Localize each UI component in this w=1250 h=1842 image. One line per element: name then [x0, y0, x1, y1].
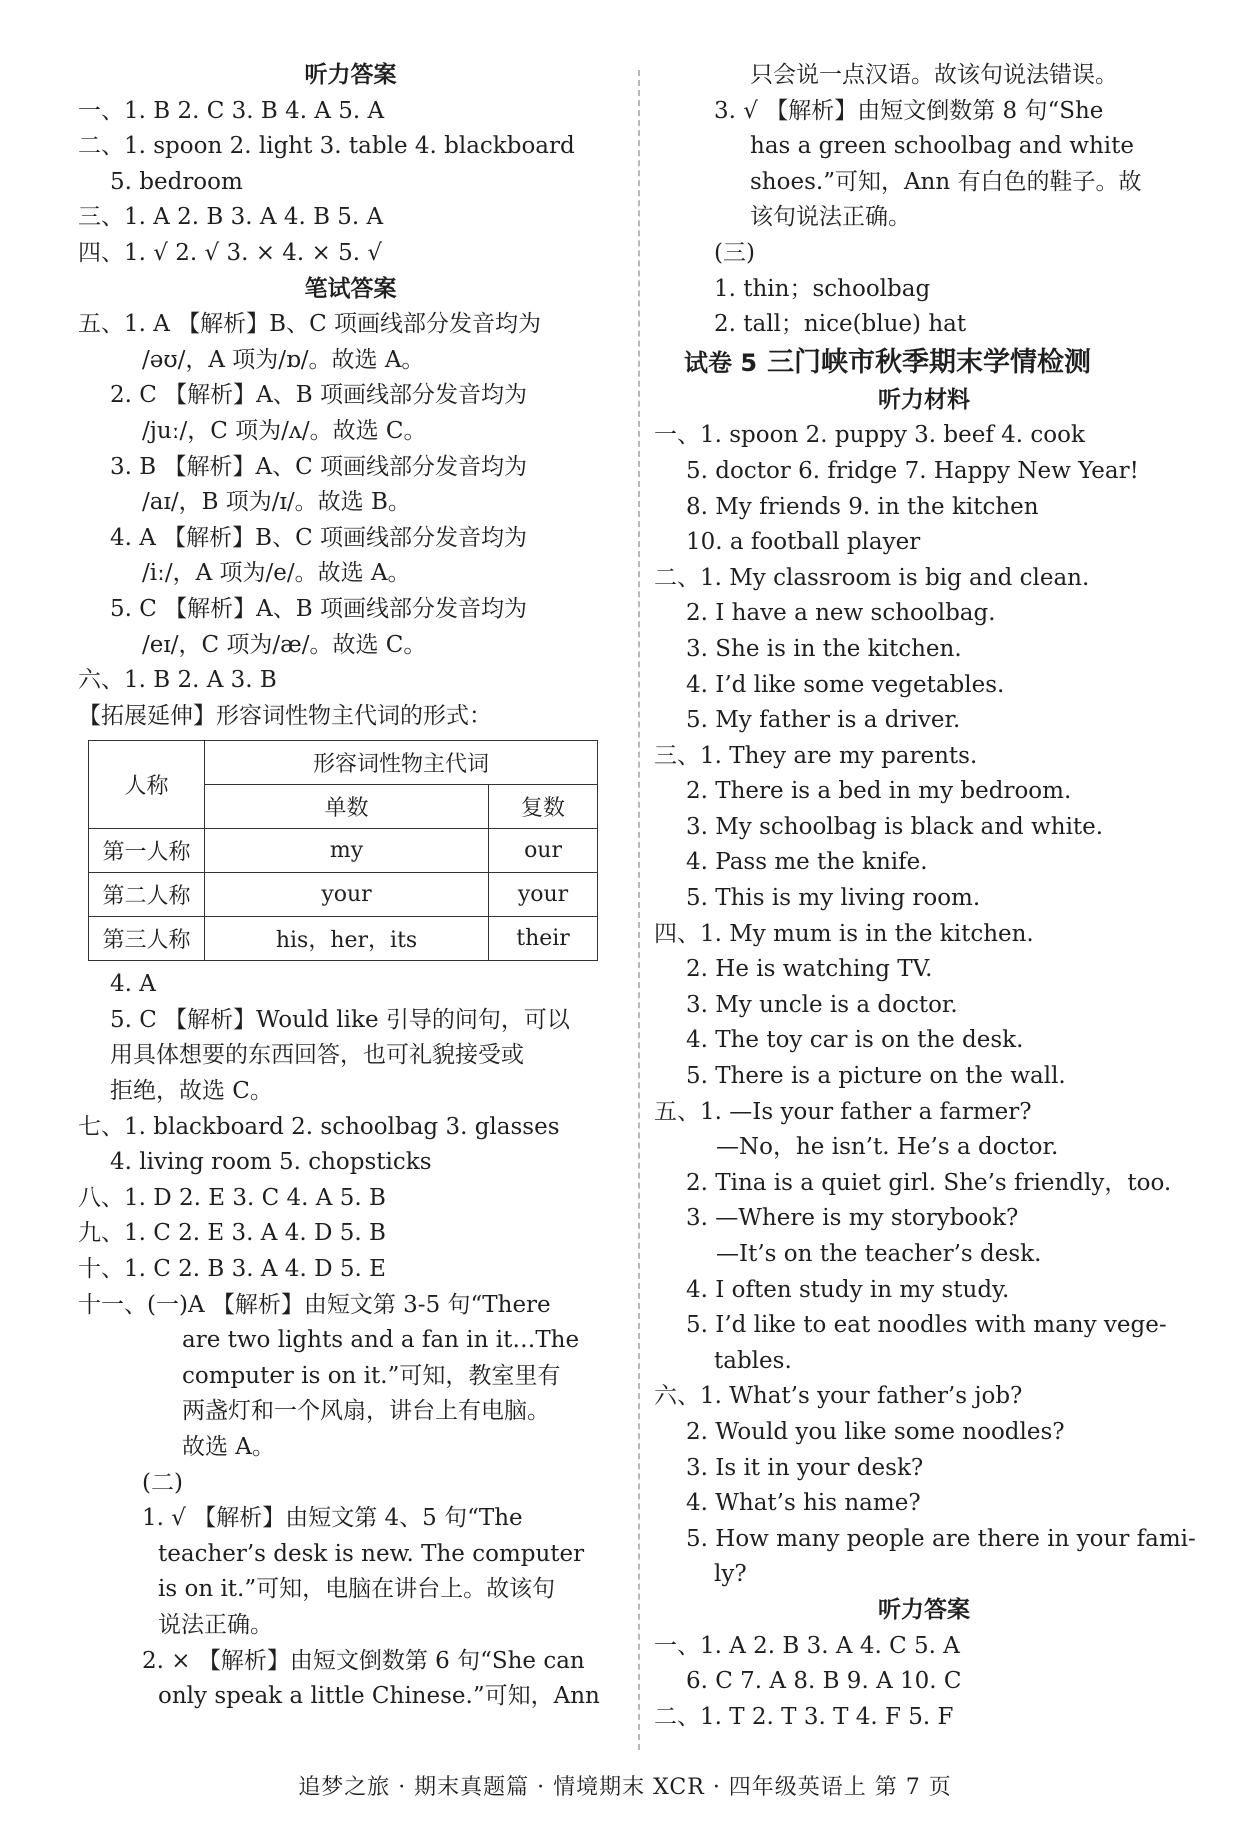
answer-line: 八、1. D 2. E 3. C 4. A 5. B	[78, 1184, 386, 1211]
answer-line: 二、1. My classroom is big and clean.	[654, 564, 1090, 591]
answer-line: 四、1. √ 2. √ 3. × 4. × 5. √	[78, 239, 383, 266]
answer-line: 2. Would you like some noodles?	[686, 1418, 1065, 1445]
table-cell: 第二人称	[89, 873, 205, 917]
answer-line: computer is on it.”可知，教室里有	[182, 1362, 561, 1389]
answer-line: only speak a little Chinese.”可知，Ann	[158, 1683, 600, 1710]
answer-line: 五、1. —Is your father a farmer?	[654, 1098, 1032, 1125]
left-column	[78, 58, 623, 1715]
answer-line: 4. Pass me the knife.	[686, 849, 928, 876]
answer-line: 5. There is a picture on the wall.	[686, 1063, 1066, 1090]
answer-line: 5. I’d like to eat noodles with many vege-	[686, 1312, 1167, 1339]
answer-line: 二、1. spoon 2. light 3. table 4. blackboard	[78, 133, 575, 160]
answer-line: 三、1. They are my parents.	[654, 742, 978, 769]
answer-line: /iː/，A 项为/e/。故选 A。	[142, 560, 411, 587]
table-cell: his，her，its	[205, 917, 489, 961]
answer-line: 一、1. spoon 2. puppy 3. beef 4. cook	[654, 422, 1085, 449]
answer-line: 四、1. My mum is in the kitchen.	[654, 920, 1034, 947]
answer-line: are two lights and a fan in it…The	[182, 1327, 580, 1354]
table-header-person: 人称	[89, 741, 205, 829]
answer-line: 十一、(一)A 【解析】由短文第 3-5 句“There	[78, 1291, 551, 1318]
answer-line: 用具体想要的东西回答，也可礼貌接受或	[110, 1042, 524, 1069]
answer-line: 5. This is my living room.	[686, 885, 981, 912]
answer-line: 4. The toy car is on the desk.	[686, 1027, 1024, 1054]
answer-line: 3. She is in the kitchen.	[686, 635, 962, 662]
answer-line: 九、1. C 2. E 3. A 4. D 5. B	[78, 1220, 386, 1247]
right-column	[654, 58, 1194, 1735]
table-row	[89, 917, 598, 961]
answer-line: /juː/，C 项为/ʌ/。故选 C。	[142, 417, 427, 444]
answer-line: 一、1. A 2. B 3. A 4. C 5. A	[654, 1632, 960, 1659]
answer-line: 4. What’s his name?	[686, 1490, 921, 1517]
answer-line: 2. There is a bed in my bedroom.	[686, 778, 1072, 805]
answer-line: 三、1. A 2. B 3. A 4. B 5. A	[78, 204, 384, 231]
answer-line: 5. doctor 6. fridge 7. Happy New Year!	[686, 457, 1139, 484]
answer-line: 六、1. B 2. A 3. B	[78, 667, 277, 694]
answer-line: (三)	[714, 239, 755, 266]
answer-line: 2. tall；nice(blue) hat	[714, 311, 967, 338]
answer-line: teacher’s desk is new. The computer	[158, 1540, 585, 1567]
answer-line: 6. C 7. A 8. B 9. A 10. C	[686, 1668, 962, 1695]
exam-title-text: 三门峡市秋季期末学情检测	[767, 346, 1092, 378]
answer-line: 一、1. B 2. C 3. B 4. A 5. A	[78, 97, 385, 124]
answer-line: 3. Is it in your desk?	[686, 1454, 924, 1481]
section-heading: 听力材料	[878, 386, 970, 413]
answer-line: has a green schoolbag and white	[750, 133, 1135, 160]
answer-line: 4. living room 5. chopsticks	[110, 1149, 432, 1176]
answer-line: 两盏灯和一个风扇，讲台上有电脑。	[182, 1398, 550, 1425]
exam-tag: 试卷 5	[684, 348, 758, 377]
answer-line: is on it.”可知，电脑在讲台上。故该句	[158, 1576, 556, 1603]
answer-line: 故选 A。	[182, 1434, 275, 1460]
table-cell: their	[489, 917, 598, 961]
table-cell: 第三人称	[89, 917, 205, 961]
answer-line: 拒绝，故选 C。	[110, 1078, 273, 1105]
answer-line: 5. My father is a driver.	[686, 707, 961, 734]
answer-line: 2. C 【解析】A、B 项画线部分发音均为	[110, 382, 527, 409]
table-header-group: 形容词性物主代词	[205, 741, 598, 785]
extension-heading: 【拓展延伸】形容词性物主代词的形式：	[78, 702, 492, 729]
answer-line: —It’s on the teacher’s desk.	[716, 1241, 1042, 1267]
answer-line: 2. × 【解析】由短文倒数第 6 句“She can	[142, 1647, 585, 1674]
answer-line: 十、1. C 2. B 3. A 4. D 5. E	[78, 1256, 386, 1283]
table-header-single: 单数	[205, 785, 489, 829]
pronoun-table	[88, 740, 598, 961]
answer-line: 3. —Where is my storybook?	[686, 1205, 1019, 1232]
answer-line: 5. bedroom	[110, 168, 243, 195]
table-cell: your	[489, 873, 598, 917]
answer-line: (二)	[142, 1469, 183, 1496]
answer-line: 1. thin；schoolbag	[714, 275, 931, 302]
answer-line: 说法正确。	[158, 1611, 273, 1638]
answer-line: 2. He is watching TV.	[686, 956, 933, 983]
table-cell: 第一人称	[89, 829, 205, 873]
section-heading: 笔试答案	[304, 275, 397, 302]
answer-line: 3. My uncle is a doctor.	[686, 991, 958, 1018]
answer-line: 二、1. T 2. T 3. T 4. F 5. F	[654, 1703, 954, 1730]
answer-line: 2. I have a new schoolbag.	[686, 600, 996, 627]
page-footer: 追梦之旅 · 期末真题篇 · 情境期末 XCR · 四年级英语上 第 7 页	[298, 1775, 952, 1800]
table-cell: our	[489, 829, 598, 873]
answer-line: /eɪ/，C 项为/æ/。故选 C。	[142, 631, 427, 658]
answer-line: 2. Tina is a quiet girl. She’s friendly，too.	[686, 1169, 1172, 1196]
answer-line: 五、1. A 【解析】B、C 项画线部分发音均为	[78, 311, 541, 338]
answer-line: 3. √ 【解析】由短文倒数第 8 句“She	[714, 97, 1104, 124]
table-cell: your	[205, 873, 489, 917]
answer-line: 5. C 【解析】Would like 引导的问句，可以	[110, 1006, 570, 1033]
answer-line: ly?	[714, 1561, 747, 1588]
answer-line: 8. My friends 9. in the kitchen	[686, 493, 1039, 520]
answer-line: tables.	[714, 1347, 792, 1374]
exam-title	[654, 343, 1194, 383]
table-row	[89, 829, 598, 873]
table-row	[89, 873, 598, 917]
answer-line: 只会说一点汉语。故该句说法错误。	[750, 62, 1118, 88]
section-heading: 听力答案	[878, 1596, 970, 1623]
section-heading: 听力答案	[304, 62, 397, 88]
answer-line: shoes.”可知，Ann 有白色的鞋子。故	[750, 168, 1142, 195]
answer-line: —No，he isn’t. He’s a doctor.	[716, 1134, 1059, 1161]
answer-line: 4. A 【解析】B、C 项画线部分发音均为	[110, 524, 527, 551]
column-divider	[638, 70, 640, 1750]
table-header-plural: 复数	[489, 785, 598, 829]
answer-line: 1. √ 【解析】由短文第 4、5 句“The	[142, 1505, 523, 1532]
answer-line: 4. A	[110, 971, 156, 998]
answer-line: 3. B 【解析】A、C 项画线部分发音均为	[110, 453, 527, 480]
answer-line: 六、1. What’s your father’s job?	[654, 1383, 1023, 1410]
answer-line: /əʊ/，A 项为/ɒ/。故选 A。	[142, 346, 425, 373]
answer-line: 该句说法正确。	[750, 204, 911, 231]
table-cell: my	[205, 829, 489, 873]
answer-line: 5. How many people are there in your fami-	[686, 1525, 1196, 1552]
answer-line: 3. My schoolbag is black and white.	[686, 813, 1104, 840]
answer-line: 七、1. blackboard 2. schoolbag 3. glasses	[78, 1113, 560, 1140]
answer-line: 5. C 【解析】A、B 项画线部分发音均为	[110, 595, 527, 622]
answer-line: 10. a football player	[686, 529, 921, 556]
answer-line: 4. I’d like some vegetables.	[686, 671, 1005, 698]
answer-line: /aɪ/，B 项为/ɪ/。故选 B。	[142, 489, 411, 516]
answer-line: 4. I often study in my study.	[686, 1276, 1010, 1303]
